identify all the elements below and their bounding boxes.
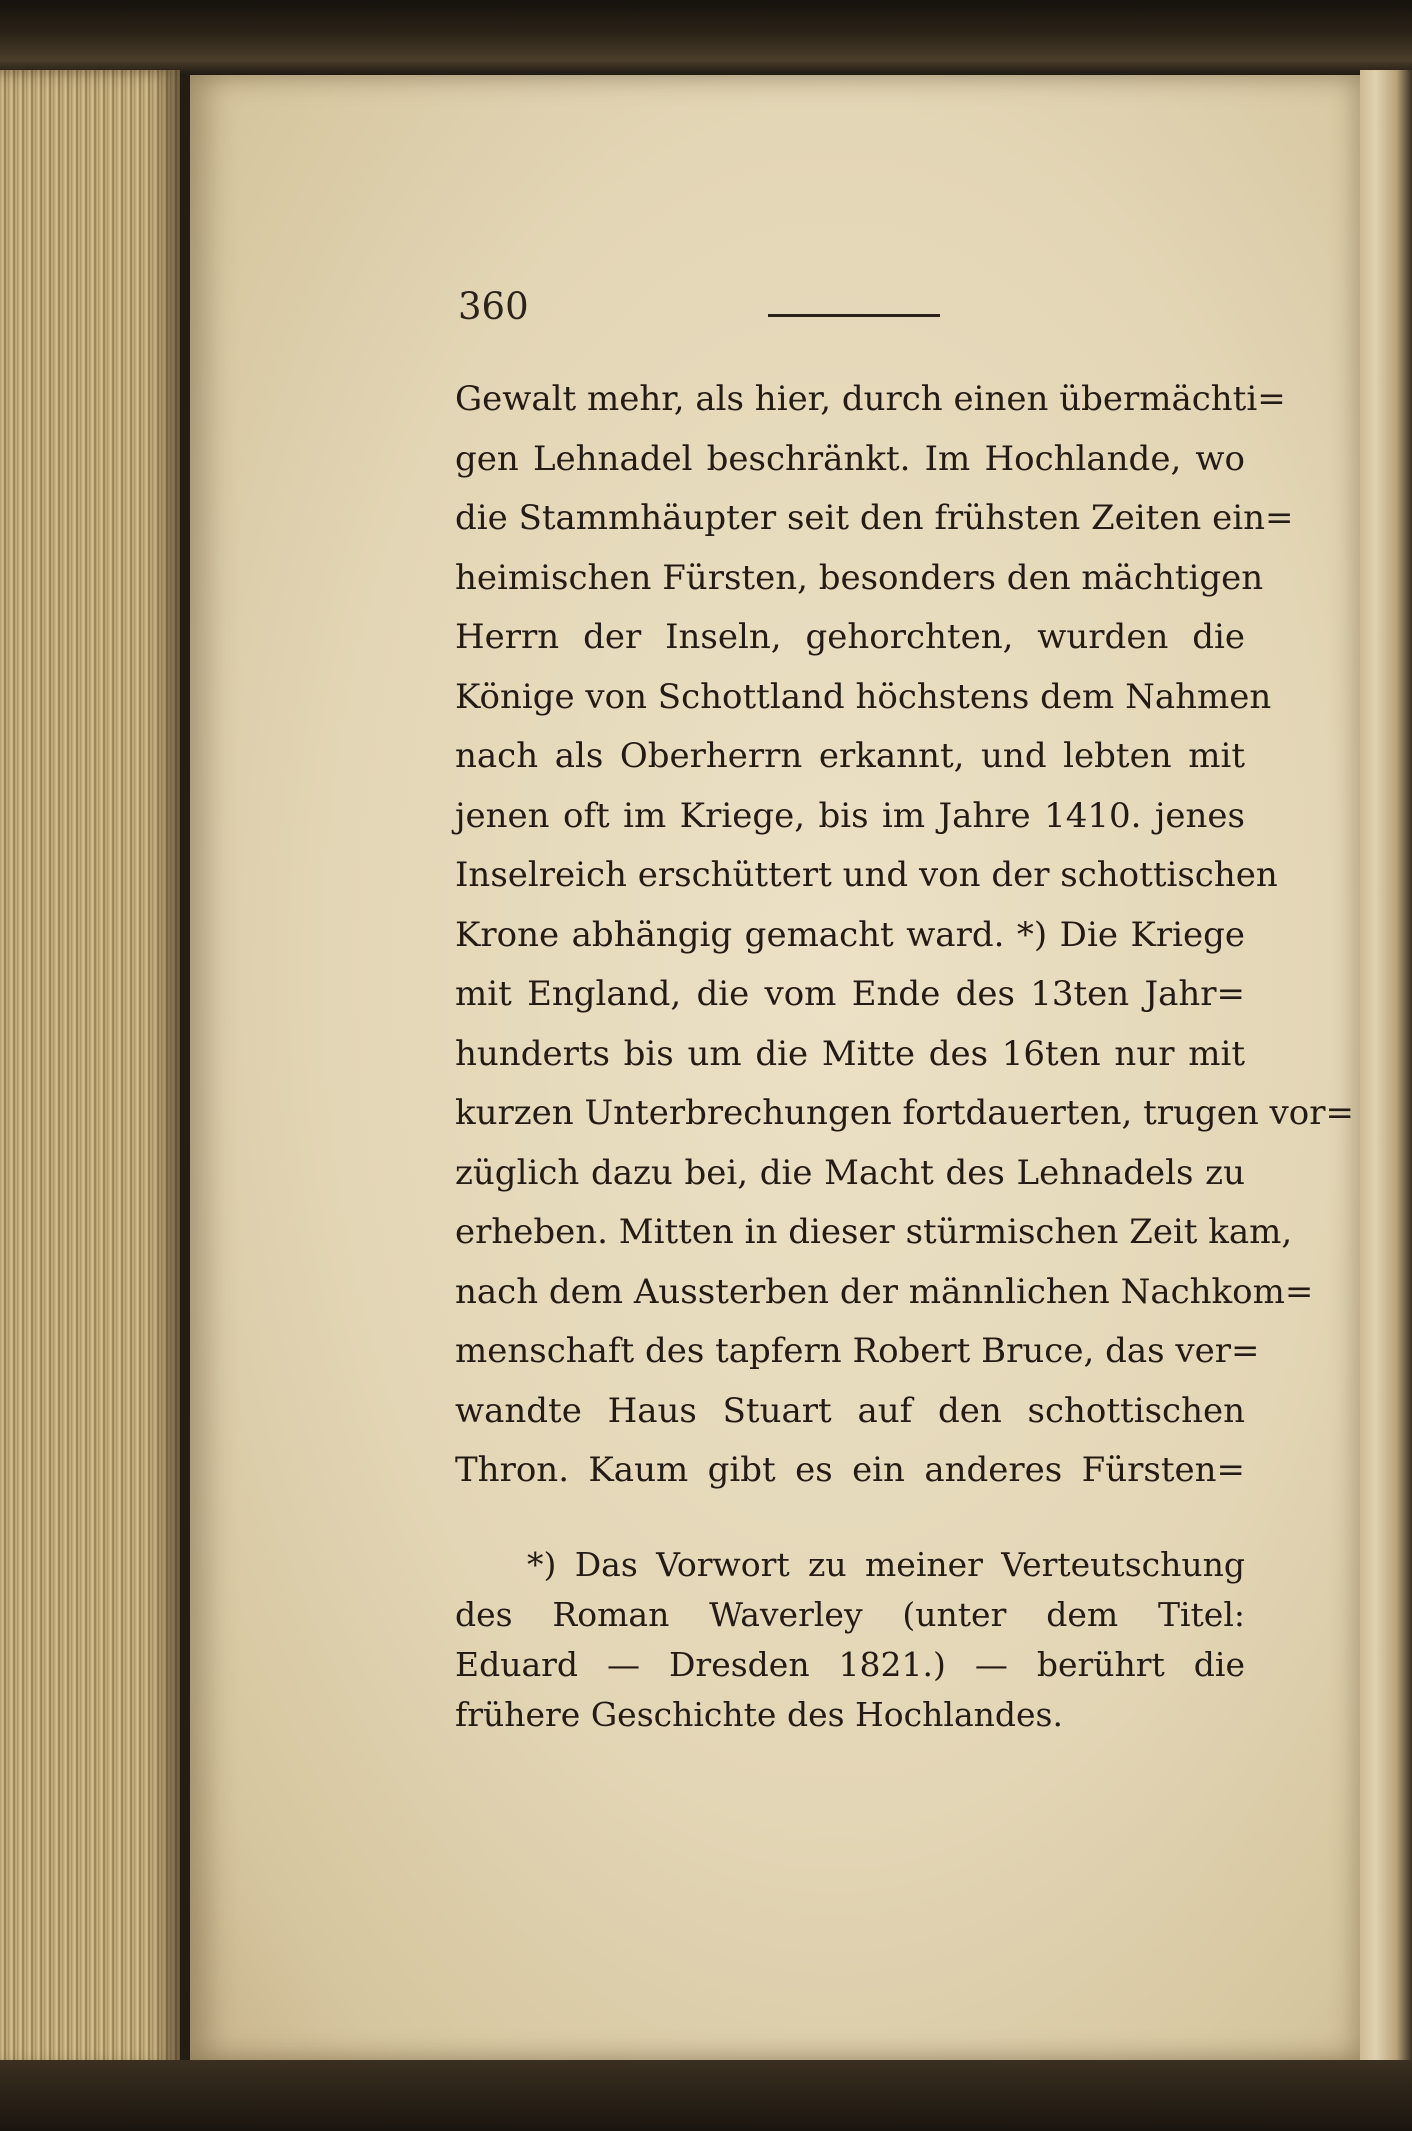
body-line: erheben. Mitten in dieser stürmischen Zeit kam,	[455, 1212, 1293, 1252]
footnote-line: Eduard — Dresden 1821.) — berührt die	[455, 1645, 1245, 1684]
body-line: heimischen Fürsten, besonders den mächtigen	[455, 557, 1264, 598]
body-line: mit England, die vom Ende des 13ten Jahr=	[455, 974, 1245, 1014]
body-line: Inselreich erschüttert und von der schottischen	[455, 855, 1278, 895]
body-line: gen Lehnadel beschränkt. Im Hochlande, wo	[455, 438, 1245, 479]
body-line: Krone abhängig gemacht ward. *) Die Kriege	[455, 914, 1245, 955]
body-line: hunderts bis um die Mitte des 16ten nur mit	[455, 1033, 1245, 1074]
body-line: menschaft des tapfern Robert Bruce, das ver=	[455, 1331, 1260, 1371]
body-line: nach als Oberherrn erkannt, und lebten mit	[455, 736, 1245, 776]
body-line: jenen oft im Kriege, bis im Jahre 1410. jenes	[455, 795, 1245, 836]
body-text	[455, 370, 1354, 1501]
body-line: kurzen Unterbrechungen fortdauerten, trugen vor=	[455, 1093, 1354, 1133]
footnote-line: frühere Geschichte des Hochlandes.	[455, 1695, 1063, 1734]
body-line: nach dem Aussterben der männlichen Nachkom=	[455, 1271, 1314, 1312]
body-line: Könige von Schottland höchstens dem Nahmen	[455, 676, 1272, 717]
footnote	[455, 1540, 1245, 1740]
book-bottom-edge	[0, 2060, 1412, 2131]
book-top-edge	[0, 0, 1412, 75]
body-line: Herrn der Inseln, gehorchten, wurden die	[455, 617, 1245, 657]
body-line: die Stammhäupter seit den frühsten Zeiten ein=	[455, 498, 1294, 538]
facing-page-edge	[1360, 70, 1412, 2060]
footnote-line: *) Das Vorwort zu meiner Verteutschung	[527, 1545, 1245, 1584]
body-line: Gewalt mehr, als hier, durch einen übermächti=	[455, 379, 1286, 419]
footnote-line: des Roman Waverley (unter dem Titel:	[455, 1595, 1245, 1634]
body-line: Thron. Kaum gibt es ein anderes Fürsten=	[455, 1450, 1245, 1490]
body-line: züglich dazu bei, die Macht des Lehnadels zu	[455, 1152, 1245, 1193]
page-number: 360	[458, 285, 529, 328]
body-line: wandte Haus Stuart auf den schottischen	[455, 1390, 1245, 1431]
header-rule	[768, 314, 940, 317]
page-stack-edge	[0, 70, 180, 2070]
